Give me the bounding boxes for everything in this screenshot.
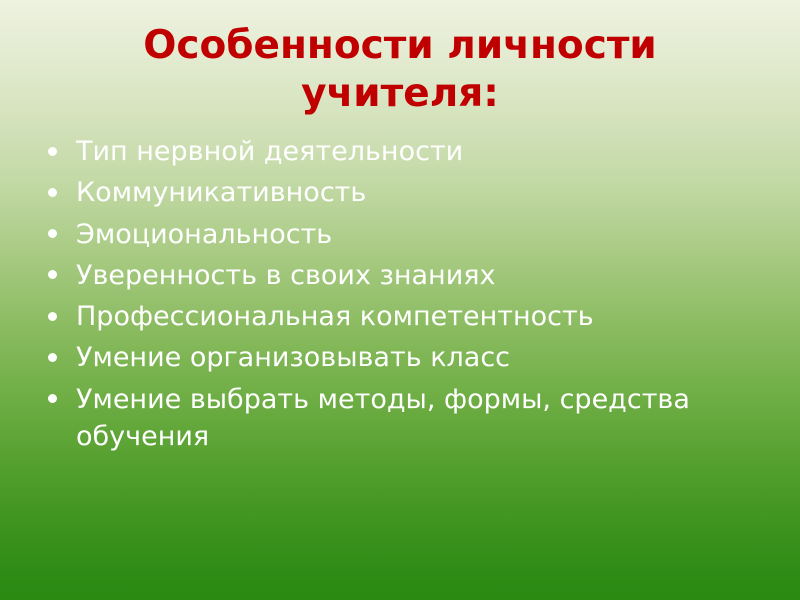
list-item-label: Тип нервной деятельности xyxy=(76,136,464,168)
list-item xyxy=(36,133,756,170)
bullet-dot-icon xyxy=(48,394,57,403)
bullet-dot-icon xyxy=(48,312,57,321)
bullet-list xyxy=(0,133,800,455)
list-item xyxy=(36,216,756,253)
list-item xyxy=(36,339,756,376)
bullet-dot-icon xyxy=(48,188,57,197)
bullet-dot-icon xyxy=(48,147,57,156)
bullet-dot-icon xyxy=(48,270,57,279)
list-item xyxy=(36,298,756,335)
list-item-label: Умение выбрать методы, формы, средства обучения xyxy=(76,383,690,452)
list-item-label: Эмоциональность xyxy=(76,218,333,250)
list-item xyxy=(36,174,756,211)
list-item-label: Уверенность в своих знаниях xyxy=(76,259,496,291)
bullet-dot-icon xyxy=(48,229,57,238)
list-item-label: Профессиональная компетентность xyxy=(76,301,594,333)
list-item xyxy=(36,257,756,294)
bullet-dot-icon xyxy=(48,353,57,362)
list-item-label: Умение организовывать класс xyxy=(76,342,511,374)
list-item xyxy=(36,381,756,456)
list-item-label: Коммуникативность xyxy=(76,177,367,209)
page-title: Особенности личности учителя: xyxy=(143,23,657,116)
